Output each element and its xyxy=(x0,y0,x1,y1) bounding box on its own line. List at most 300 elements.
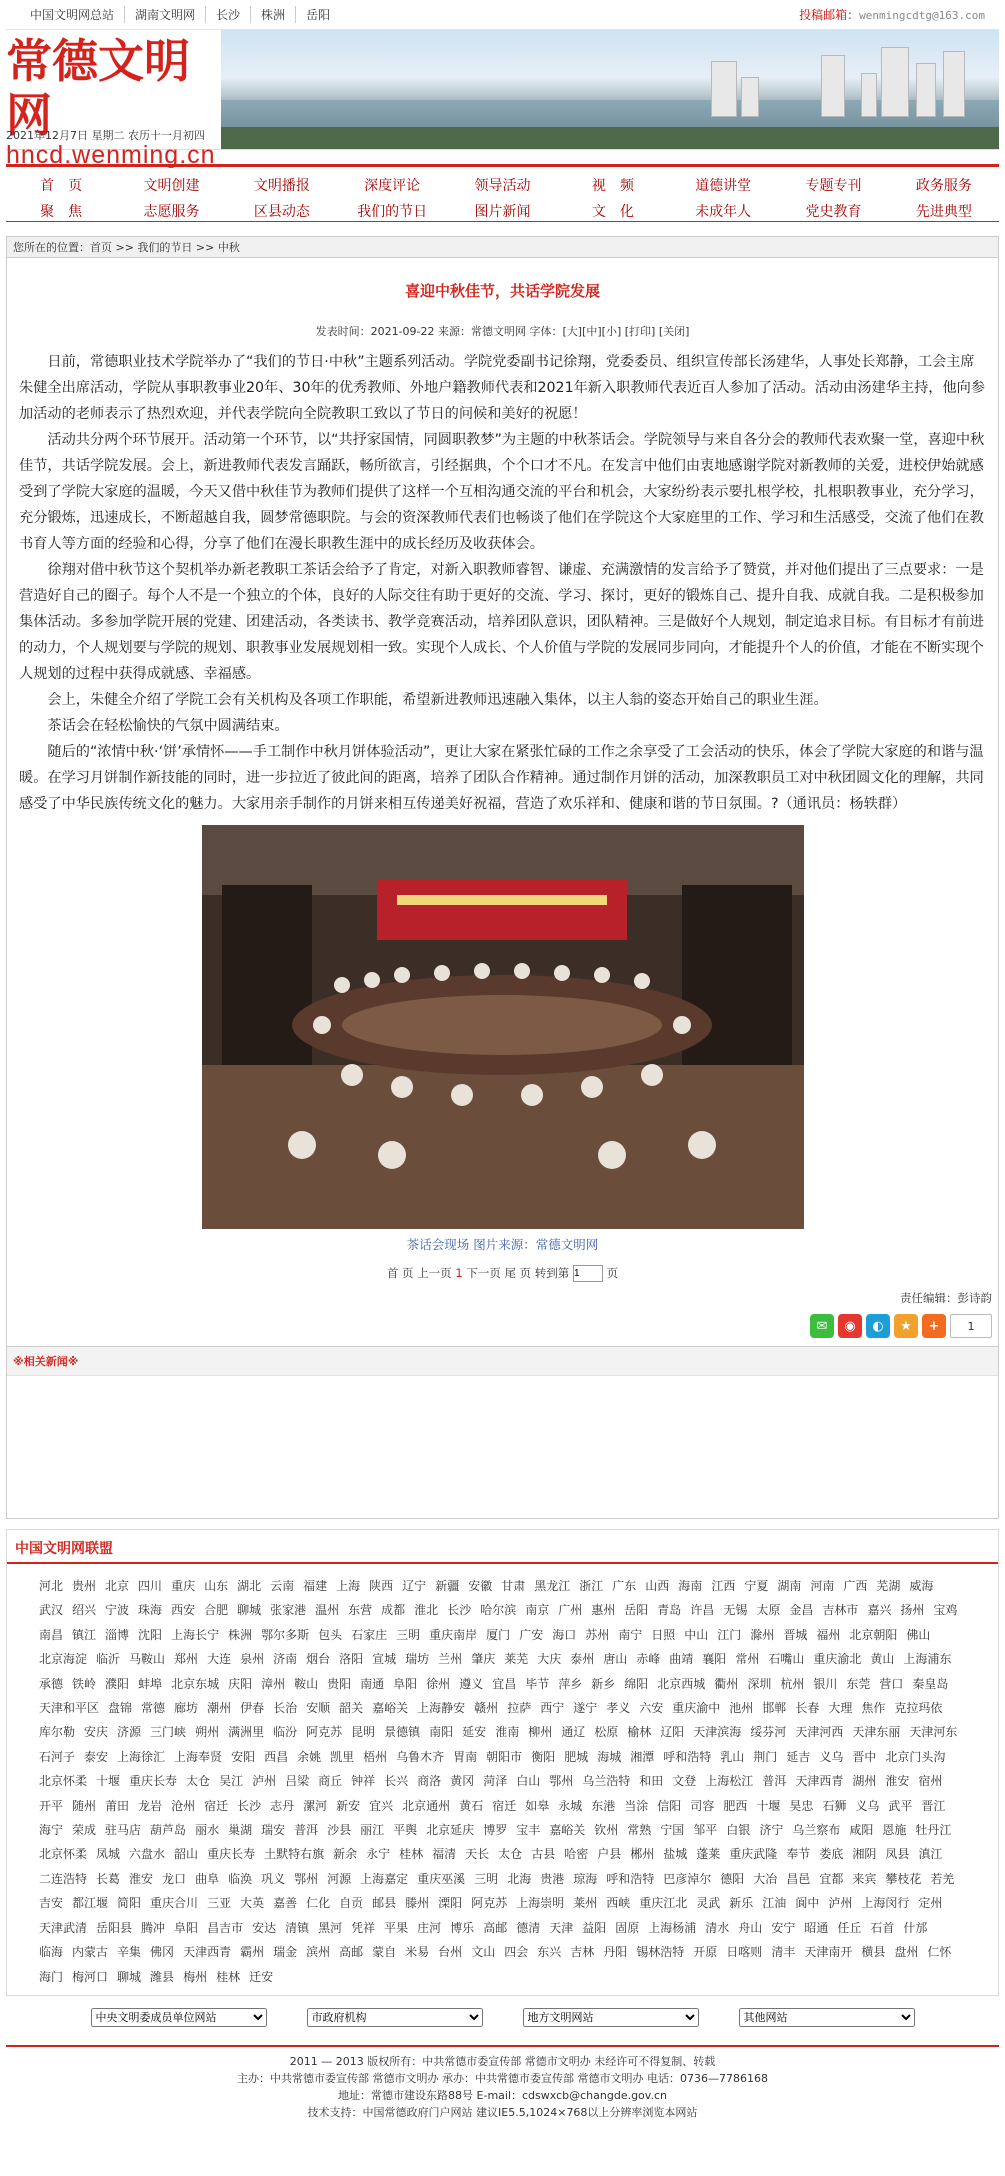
alliance-city-link[interactable]: 白山 xyxy=(516,1774,541,1789)
nav-item[interactable]: 视 频 xyxy=(591,178,634,194)
alliance-city-link[interactable]: 佛山 xyxy=(906,1627,931,1642)
alliance-city-link[interactable]: 池州 xyxy=(729,1701,754,1716)
alliance-city-link[interactable]: 阿克苏 xyxy=(471,1896,508,1911)
alliance-city-link[interactable]: 泰安 xyxy=(84,1749,109,1764)
top-link[interactable]: 湖南文明网 xyxy=(125,6,206,23)
alliance-city-link[interactable]: 拉萨 xyxy=(507,1701,532,1716)
alliance-city-link[interactable]: 凭祥 xyxy=(351,1920,376,1935)
alliance-city-link[interactable]: 泉州 xyxy=(240,1652,265,1667)
alliance-city-link[interactable]: 芜湖 xyxy=(876,1579,901,1593)
alliance-city-link[interactable]: 盐城 xyxy=(663,1847,688,1862)
alliance-city-link[interactable]: 腾冲 xyxy=(141,1920,166,1935)
alliance-city-link[interactable]: 盘锦 xyxy=(108,1701,133,1716)
alliance-city-link[interactable]: 鄂州 xyxy=(294,1871,319,1886)
alliance-city-link[interactable]: 三明 xyxy=(396,1627,421,1642)
alliance-city-link[interactable]: 琼海 xyxy=(573,1871,598,1886)
alliance-city-link[interactable]: 肥城 xyxy=(564,1749,589,1764)
alliance-city-link[interactable]: 大冶 xyxy=(753,1871,778,1886)
alliance-city-link[interactable]: 青岛 xyxy=(657,1603,682,1618)
alliance-city-link[interactable]: 北京西城 xyxy=(657,1676,706,1691)
alliance-city-link[interactable]: 河南 xyxy=(810,1579,835,1593)
alliance-city-link[interactable]: 肇庆 xyxy=(471,1652,496,1667)
alliance-city-link[interactable]: 辛集 xyxy=(117,1945,142,1960)
alliance-city-link[interactable]: 丽水 xyxy=(195,1823,220,1838)
alliance-city-link[interactable]: 文登 xyxy=(672,1774,697,1789)
alliance-city-link[interactable]: 淮安 xyxy=(885,1774,910,1789)
alliance-city-link[interactable]: 梧州 xyxy=(363,1749,388,1764)
alliance-city-link[interactable]: 北京门头沟 xyxy=(885,1749,946,1764)
alliance-city-link[interactable]: 毕节 xyxy=(525,1676,550,1691)
alliance-city-link[interactable]: 安阳 xyxy=(231,1749,256,1764)
alliance-city-link[interactable]: 漳州 xyxy=(261,1676,286,1691)
alliance-city-link[interactable]: 广西 xyxy=(843,1579,868,1593)
alliance-city-link[interactable]: 石嘴山 xyxy=(768,1652,805,1667)
alliance-city-link[interactable]: 海南 xyxy=(678,1579,703,1593)
alliance-city-link[interactable]: 唐山 xyxy=(603,1652,628,1667)
alliance-city-link[interactable]: 清水 xyxy=(705,1920,730,1935)
alliance-city-link[interactable]: 嘉善 xyxy=(273,1896,298,1911)
nav-item[interactable]: 区县动态 xyxy=(253,204,310,220)
alliance-city-link[interactable]: 济南 xyxy=(273,1652,298,1667)
alliance-city-link[interactable]: 户县 xyxy=(597,1847,622,1862)
alliance-city-link[interactable]: 荣成 xyxy=(72,1823,97,1838)
alliance-city-link[interactable]: 哈密 xyxy=(564,1847,589,1862)
alliance-city-link[interactable]: 石家庄 xyxy=(351,1627,388,1642)
alliance-city-link[interactable]: 高邮 xyxy=(483,1920,508,1935)
tencent-weibo-share-icon[interactable]: ◐ xyxy=(866,1314,890,1338)
alliance-city-link[interactable]: 安宁 xyxy=(771,1920,796,1935)
alliance-city-link[interactable]: 上海浦东 xyxy=(903,1652,952,1667)
alliance-city-link[interactable]: 江油 xyxy=(762,1896,787,1911)
alliance-city-link[interactable]: 马鞍山 xyxy=(129,1652,166,1667)
alliance-city-link[interactable]: 天津河西 xyxy=(795,1725,844,1740)
alliance-city-link[interactable]: 钦州 xyxy=(594,1823,619,1838)
alliance-city-link[interactable]: 福州 xyxy=(816,1627,841,1642)
alliance-city-link[interactable]: 宁波 xyxy=(105,1603,130,1618)
alliance-city-link[interactable]: 邹平 xyxy=(693,1823,718,1838)
alliance-city-link[interactable]: 如皋 xyxy=(525,1798,550,1813)
alliance-city-link[interactable]: 宿迁 xyxy=(204,1798,229,1813)
alliance-city-link[interactable]: 文山 xyxy=(471,1945,496,1960)
alliance-city-link[interactable]: 长沙 xyxy=(447,1603,472,1618)
alliance-city-link[interactable]: 通辽 xyxy=(561,1725,586,1740)
alliance-city-link[interactable]: 西宁 xyxy=(540,1701,565,1716)
alliance-city-link[interactable]: 上海杨浦 xyxy=(648,1920,697,1935)
alliance-city-link[interactable]: 昌邑 xyxy=(786,1871,811,1886)
alliance-city-link[interactable]: 沧州 xyxy=(171,1798,196,1813)
top-link[interactable]: 长沙 xyxy=(206,6,251,23)
alliance-city-link[interactable]: 台州 xyxy=(438,1945,463,1960)
alliance-city-link[interactable]: 嘉峪关 xyxy=(372,1701,409,1716)
alliance-city-link[interactable]: 东港 xyxy=(591,1798,616,1813)
nav-item[interactable]: 文 化 xyxy=(591,204,634,220)
alliance-city-link[interactable]: 巴彦淖尔 xyxy=(663,1871,712,1886)
submission-email[interactable]: wenmingcdtg@163.com xyxy=(859,9,985,22)
alliance-city-link[interactable]: 吉林市 xyxy=(822,1603,859,1618)
alliance-city-link[interactable]: 遂宁 xyxy=(573,1701,598,1716)
alliance-city-link[interactable]: 淄博 xyxy=(105,1627,130,1642)
alliance-city-link[interactable]: 厦门 xyxy=(486,1627,511,1642)
alliance-city-link[interactable]: 重庆 xyxy=(171,1579,196,1593)
alliance-city-link[interactable]: 司容 xyxy=(690,1798,715,1813)
alliance-city-link[interactable]: 阆中 xyxy=(795,1896,820,1911)
alliance-city-link[interactable]: 安顺 xyxy=(306,1701,331,1716)
alliance-city-link[interactable]: 贵州 xyxy=(72,1579,97,1593)
alliance-city-link[interactable]: 呼和浩特 xyxy=(663,1749,712,1764)
alliance-city-link[interactable]: 贵阳 xyxy=(327,1676,352,1691)
alliance-city-link[interactable]: 库尔勒 xyxy=(39,1725,76,1740)
alliance-city-link[interactable]: 滇江 xyxy=(918,1847,943,1862)
alliance-city-link[interactable]: 新安 xyxy=(336,1798,361,1813)
alliance-city-link[interactable]: 鄂州 xyxy=(549,1774,574,1789)
alliance-city-link[interactable]: 黑河 xyxy=(318,1920,343,1935)
alliance-city-link[interactable]: 和田 xyxy=(639,1774,664,1789)
alliance-city-link[interactable]: 永城 xyxy=(558,1798,583,1813)
pager-first-prev[interactable]: 首 页 上一页 xyxy=(386,1266,452,1280)
alliance-city-link[interactable]: 深圳 xyxy=(747,1676,772,1691)
alliance-city-link[interactable]: 贵港 xyxy=(540,1871,565,1886)
alliance-city-link[interactable]: 苏州 xyxy=(585,1627,610,1642)
alliance-city-link[interactable]: 普洱 xyxy=(294,1823,319,1838)
alliance-city-link[interactable]: 武平 xyxy=(888,1798,913,1813)
alliance-city-link[interactable]: 南宁 xyxy=(618,1627,643,1642)
alliance-city-link[interactable]: 萍乡 xyxy=(558,1676,583,1691)
alliance-city-link[interactable]: 延安 xyxy=(462,1725,487,1740)
page-jump-input[interactable] xyxy=(573,1265,603,1282)
alliance-city-link[interactable]: 志丹 xyxy=(270,1798,295,1813)
alliance-city-link[interactable]: 商洛 xyxy=(417,1774,442,1789)
alliance-city-link[interactable]: 古县 xyxy=(531,1847,556,1862)
alliance-city-link[interactable]: 沈阳 xyxy=(138,1627,163,1642)
alliance-city-link[interactable]: 辽宁 xyxy=(402,1579,427,1593)
alliance-city-link[interactable]: 桂林 xyxy=(399,1847,424,1862)
alliance-city-link[interactable]: 自贡 xyxy=(339,1896,364,1911)
alliance-city-link[interactable]: 甘肃 xyxy=(501,1579,526,1593)
alliance-city-link[interactable]: 来宾 xyxy=(852,1871,877,1886)
nav-item[interactable]: 文明播报 xyxy=(253,178,310,194)
alliance-city-link[interactable]: 徐州 xyxy=(426,1676,451,1691)
alliance-city-link[interactable]: 福建 xyxy=(303,1579,328,1593)
nav-item[interactable]: 文明创建 xyxy=(143,178,200,194)
alliance-city-link[interactable]: 昭通 xyxy=(804,1920,829,1935)
alliance-city-link[interactable]: 吕梁 xyxy=(285,1774,310,1789)
alliance-city-link[interactable]: 三门峡 xyxy=(150,1725,187,1740)
alliance-city-link[interactable]: 武汉 xyxy=(39,1603,64,1618)
alliance-city-link[interactable]: 凤城 xyxy=(96,1847,121,1862)
alliance-city-link[interactable]: 嘉峪关 xyxy=(549,1823,586,1838)
alliance-city-link[interactable]: 凯里 xyxy=(330,1749,355,1764)
alliance-city-link[interactable]: 临汾 xyxy=(273,1725,298,1740)
alliance-city-link[interactable]: 凤县 xyxy=(885,1847,910,1862)
alliance-city-link[interactable]: 天津南开 xyxy=(804,1945,853,1960)
nav-item[interactable]: 志愿服务 xyxy=(143,204,200,220)
alliance-city-link[interactable]: 余姚 xyxy=(297,1749,322,1764)
alliance-city-link[interactable]: 河北 xyxy=(39,1579,64,1593)
alliance-city-link[interactable]: 吉林 xyxy=(570,1945,595,1960)
alliance-city-link[interactable]: 成都 xyxy=(381,1603,406,1618)
alliance-city-link[interactable]: 潮州 xyxy=(207,1701,232,1716)
alliance-city-link[interactable]: 石首 xyxy=(870,1920,895,1935)
alliance-city-link[interactable]: 北京延庆 xyxy=(426,1823,475,1838)
alliance-city-link[interactable]: 吴江 xyxy=(219,1774,244,1789)
alliance-city-link[interactable]: 常熟 xyxy=(627,1823,652,1838)
alliance-city-link[interactable]: 滨州 xyxy=(306,1945,331,1960)
alliance-city-link[interactable]: 黄冈 xyxy=(450,1774,475,1789)
top-link[interactable]: 岳阳 xyxy=(306,8,331,22)
alliance-city-link[interactable]: 廊坊 xyxy=(174,1701,199,1716)
alliance-city-link[interactable]: 义乌 xyxy=(855,1798,880,1813)
alliance-city-link[interactable]: 重庆巫溪 xyxy=(417,1871,466,1886)
alliance-city-link[interactable]: 曲靖 xyxy=(669,1652,694,1667)
alliance-city-link[interactable]: 清镇 xyxy=(285,1920,310,1935)
alliance-city-link[interactable]: 榆林 xyxy=(627,1725,652,1740)
alliance-city-link[interactable]: 安徽 xyxy=(468,1579,493,1593)
alliance-city-link[interactable]: 营口 xyxy=(879,1676,904,1691)
alliance-city-link[interactable]: 东莞 xyxy=(846,1676,871,1691)
alliance-city-link[interactable]: 石狮 xyxy=(822,1798,847,1813)
alliance-city-link[interactable]: 山西 xyxy=(645,1579,670,1593)
alliance-city-link[interactable]: 上海静安 xyxy=(417,1701,466,1716)
alliance-city-link[interactable]: 随州 xyxy=(72,1798,97,1813)
alliance-city-link[interactable]: 西峡 xyxy=(606,1896,631,1911)
alliance-city-link[interactable]: 太原 xyxy=(756,1603,781,1618)
alliance-city-link[interactable]: 宿迁 xyxy=(492,1798,517,1813)
alliance-city-link[interactable]: 绍兴 xyxy=(72,1603,97,1618)
alliance-city-link[interactable]: 泸州 xyxy=(252,1774,277,1789)
alliance-city-link[interactable]: 漯河 xyxy=(303,1798,328,1813)
alliance-city-link[interactable]: 蒙自 xyxy=(372,1945,397,1960)
alliance-city-link[interactable]: 永宁 xyxy=(366,1847,391,1862)
alliance-city-link[interactable]: 日照 xyxy=(651,1627,676,1642)
alliance-city-link[interactable]: 奉节 xyxy=(786,1847,811,1862)
alliance-city-link[interactable]: 巢湖 xyxy=(228,1823,253,1838)
alliance-city-link[interactable]: 上海嘉定 xyxy=(360,1871,409,1886)
alliance-city-link[interactable]: 定州 xyxy=(918,1896,943,1911)
alliance-city-link[interactable]: 佛冈 xyxy=(150,1945,175,1960)
alliance-city-link[interactable]: 什邡 xyxy=(903,1920,928,1935)
alliance-city-link[interactable]: 洛阳 xyxy=(339,1652,364,1667)
alliance-city-link[interactable]: 昌吉市 xyxy=(207,1920,244,1935)
alliance-city-link[interactable]: 浙江 xyxy=(579,1579,604,1593)
alliance-city-link[interactable]: 重庆南岸 xyxy=(429,1627,478,1642)
alliance-city-link[interactable]: 六安 xyxy=(639,1701,664,1716)
alliance-city-link[interactable]: 瑞金 xyxy=(273,1945,298,1960)
alliance-city-link[interactable]: 北京怀柔 xyxy=(39,1847,88,1862)
alliance-city-link[interactable]: 临海 xyxy=(39,1945,64,1960)
alliance-city-link[interactable]: 滁州 xyxy=(750,1627,775,1642)
alliance-city-link[interactable]: 中山 xyxy=(684,1627,709,1642)
alliance-city-link[interactable]: 赣州 xyxy=(474,1701,499,1716)
alliance-city-link[interactable]: 晋中 xyxy=(852,1749,877,1764)
alliance-city-link[interactable]: 铁岭 xyxy=(72,1676,97,1691)
alliance-city-link[interactable]: 平舆 xyxy=(393,1823,418,1838)
alliance-city-link[interactable]: 黄山 xyxy=(870,1652,895,1667)
alliance-city-link[interactable]: 重庆合川 xyxy=(150,1896,199,1911)
alliance-city-link[interactable]: 博罗 xyxy=(483,1823,508,1838)
alliance-city-link[interactable]: 重庆长寿 xyxy=(129,1774,178,1789)
alliance-city-link[interactable]: 北海 xyxy=(507,1871,532,1886)
alliance-city-link[interactable]: 宜兴 xyxy=(369,1798,394,1813)
alliance-city-link[interactable]: 曲阜 xyxy=(195,1871,220,1886)
alliance-city-link[interactable]: 六盘水 xyxy=(129,1847,166,1862)
alliance-city-link[interactable]: 伊春 xyxy=(240,1701,265,1716)
alliance-city-link[interactable]: 乳山 xyxy=(720,1749,745,1764)
site-select[interactable] xyxy=(739,2008,915,2027)
alliance-city-link[interactable]: 义乌 xyxy=(819,1749,844,1764)
alliance-city-link[interactable]: 龙岩 xyxy=(138,1798,163,1813)
alliance-city-link[interactable]: 东营 xyxy=(348,1603,373,1618)
nav-item[interactable]: 先进典型 xyxy=(915,204,972,220)
alliance-city-link[interactable]: 新余 xyxy=(333,1847,358,1862)
alliance-city-link[interactable]: 开平 xyxy=(39,1798,64,1813)
alliance-city-link[interactable]: 北京海淀 xyxy=(39,1652,88,1667)
alliance-city-link[interactable]: 承德 xyxy=(39,1676,64,1691)
nav-item[interactable]: 我们的节日 xyxy=(357,204,428,220)
alliance-city-link[interactable]: 满洲里 xyxy=(228,1725,265,1740)
alliance-city-link[interactable]: 广州 xyxy=(558,1603,583,1618)
alliance-city-link[interactable]: 白银 xyxy=(726,1823,751,1838)
alliance-city-link[interactable]: 盘州 xyxy=(894,1945,919,1960)
alliance-city-link[interactable]: 安庆 xyxy=(84,1725,109,1740)
nav-item[interactable]: 领导活动 xyxy=(474,178,531,194)
alliance-city-link[interactable]: 海口 xyxy=(552,1627,577,1642)
alliance-city-link[interactable]: 肥西 xyxy=(723,1798,748,1813)
alliance-city-link[interactable]: 莱芜 xyxy=(504,1652,529,1667)
alliance-city-link[interactable]: 上海长宁 xyxy=(171,1627,220,1642)
alliance-city-link[interactable]: 滕州 xyxy=(405,1896,430,1911)
alliance-city-link[interactable]: 灵武 xyxy=(696,1896,721,1911)
alliance-city-link[interactable]: 泰州 xyxy=(570,1652,595,1667)
alliance-city-link[interactable]: 延吉 xyxy=(786,1749,811,1764)
alliance-city-link[interactable]: 天津武清 xyxy=(39,1920,88,1935)
alliance-city-link[interactable]: 陕西 xyxy=(369,1579,394,1593)
alliance-city-link[interactable]: 西昌 xyxy=(264,1749,289,1764)
alliance-city-link[interactable]: 都江堰 xyxy=(72,1896,109,1911)
alliance-city-link[interactable]: 巩义 xyxy=(261,1871,286,1886)
alliance-city-link[interactable]: 黄石 xyxy=(459,1798,484,1813)
alliance-city-link[interactable]: 山东 xyxy=(204,1579,229,1593)
pager-next-last[interactable]: 下一页 尾 页 转到第 xyxy=(466,1266,570,1280)
site-select[interactable] xyxy=(307,2008,483,2027)
alliance-city-link[interactable]: 海城 xyxy=(597,1749,622,1764)
weibo-share-icon[interactable]: ◉ xyxy=(838,1314,862,1338)
alliance-city-link[interactable]: 广安 xyxy=(519,1627,544,1642)
alliance-city-link[interactable]: 潍县 xyxy=(150,1969,175,1984)
nav-item[interactable]: 深度评论 xyxy=(364,178,421,194)
alliance-city-link[interactable]: 天津滨海 xyxy=(693,1725,742,1740)
alliance-city-link[interactable]: 溧阳 xyxy=(438,1896,463,1911)
alliance-city-link[interactable]: 庆阳 xyxy=(228,1676,253,1691)
alliance-city-link[interactable]: 天长 xyxy=(465,1847,490,1862)
alliance-city-link[interactable]: 吉安 xyxy=(39,1896,64,1911)
alliance-city-link[interactable]: 景德镇 xyxy=(384,1725,421,1740)
alliance-city-link[interactable]: 临沂 xyxy=(96,1652,121,1667)
alliance-city-link[interactable]: 襄阳 xyxy=(702,1652,727,1667)
more-share-icon[interactable]: + xyxy=(922,1314,946,1338)
alliance-city-link[interactable]: 哈尔滨 xyxy=(480,1603,517,1618)
alliance-city-link[interactable]: 固原 xyxy=(615,1920,640,1935)
alliance-city-link[interactable]: 柳州 xyxy=(528,1725,553,1740)
alliance-city-link[interactable]: 烟台 xyxy=(306,1652,331,1667)
alliance-city-link[interactable]: 秦皇岛 xyxy=(912,1676,949,1691)
alliance-city-link[interactable]: 宝鸡 xyxy=(933,1603,958,1618)
alliance-city-link[interactable]: 重庆渝中 xyxy=(672,1701,721,1716)
alliance-city-link[interactable]: 上海 xyxy=(336,1579,361,1593)
alliance-city-link[interactable]: 许昌 xyxy=(690,1603,715,1618)
alliance-city-link[interactable]: 金昌 xyxy=(789,1603,814,1618)
alliance-city-link[interactable]: 若羌 xyxy=(930,1871,955,1886)
alliance-city-link[interactable]: 江西 xyxy=(711,1579,736,1593)
alliance-city-link[interactable]: 清丰 xyxy=(771,1945,796,1960)
alliance-city-link[interactable]: 辽阳 xyxy=(660,1725,685,1740)
alliance-city-link[interactable]: 济源 xyxy=(117,1725,142,1740)
alliance-city-link[interactable]: 长沙 xyxy=(237,1798,262,1813)
alliance-city-link[interactable]: 长兴 xyxy=(384,1774,409,1789)
alliance-city-link[interactable]: 上海松江 xyxy=(705,1774,754,1789)
alliance-city-link[interactable]: 安达 xyxy=(252,1920,277,1935)
alliance-city-link[interactable]: 平果 xyxy=(384,1920,409,1935)
alliance-city-link[interactable]: 攀枝花 xyxy=(885,1871,922,1886)
alliance-city-link[interactable]: 天津西青 xyxy=(183,1945,232,1960)
alliance-city-link[interactable]: 泸州 xyxy=(828,1896,853,1911)
alliance-city-link[interactable]: 石河子 xyxy=(39,1749,76,1764)
alliance-city-link[interactable]: 河源 xyxy=(327,1871,352,1886)
alliance-city-link[interactable]: 米易 xyxy=(405,1945,430,1960)
alliance-city-link[interactable]: 湘潭 xyxy=(630,1749,655,1764)
alliance-city-link[interactable]: 重庆武隆 xyxy=(729,1847,778,1862)
nav-item[interactable]: 专题专刊 xyxy=(805,178,862,194)
alliance-city-link[interactable]: 长治 xyxy=(273,1701,298,1716)
alliance-city-link[interactable]: 内蒙古 xyxy=(72,1945,109,1960)
alliance-city-link[interactable]: 克拉玛依 xyxy=(894,1701,943,1716)
alliance-city-link[interactable]: 南通 xyxy=(360,1676,385,1691)
nav-item[interactable]: 未成年人 xyxy=(695,204,752,220)
alliance-city-link[interactable]: 焦作 xyxy=(861,1701,886,1716)
alliance-city-link[interactable]: 锡林浩特 xyxy=(636,1945,685,1960)
alliance-city-link[interactable]: 海门 xyxy=(39,1969,64,1984)
alliance-city-link[interactable]: 太仓 xyxy=(186,1774,211,1789)
alliance-city-link[interactable]: 丹阳 xyxy=(603,1945,628,1960)
alliance-city-link[interactable]: 张家港 xyxy=(270,1603,307,1618)
alliance-city-link[interactable]: 韶山 xyxy=(174,1847,199,1862)
alliance-city-link[interactable]: 济宁 xyxy=(759,1823,784,1838)
alliance-city-link[interactable]: 宝丰 xyxy=(516,1823,541,1838)
alliance-city-link[interactable]: 宣城 xyxy=(372,1652,397,1667)
alliance-city-link[interactable]: 任丘 xyxy=(837,1920,862,1935)
alliance-city-link[interactable]: 大英 xyxy=(240,1896,265,1911)
alliance-city-link[interactable]: 福清 xyxy=(432,1847,457,1862)
alliance-city-link[interactable]: 淮北 xyxy=(414,1603,439,1618)
top-link[interactable]: 株洲 xyxy=(251,6,296,23)
alliance-city-link[interactable]: 三明 xyxy=(474,1871,499,1886)
alliance-city-link[interactable]: 湘阴 xyxy=(852,1847,877,1862)
alliance-city-link[interactable]: 博乐 xyxy=(450,1920,475,1935)
alliance-city-link[interactable]: 大理 xyxy=(828,1701,853,1716)
alliance-city-link[interactable]: 常德 xyxy=(141,1701,166,1716)
alliance-city-link[interactable]: 舟山 xyxy=(738,1920,763,1935)
alliance-city-link[interactable]: 四川 xyxy=(138,1579,163,1593)
alliance-city-link[interactable]: 北京怀柔 xyxy=(39,1774,88,1789)
alliance-city-link[interactable]: 信阳 xyxy=(657,1798,682,1813)
alliance-city-link[interactable]: 朝阳市 xyxy=(486,1749,523,1764)
alliance-city-link[interactable]: 濮阳 xyxy=(105,1676,130,1691)
alliance-city-link[interactable]: 庄河 xyxy=(417,1920,442,1935)
qzone-share-icon[interactable]: ★ xyxy=(894,1314,918,1338)
alliance-city-link[interactable]: 益阳 xyxy=(582,1920,607,1935)
alliance-city-link[interactable]: 瑞坊 xyxy=(405,1652,430,1667)
alliance-city-link[interactable]: 霸州 xyxy=(240,1945,265,1960)
alliance-city-link[interactable]: 龙口 xyxy=(162,1871,187,1886)
